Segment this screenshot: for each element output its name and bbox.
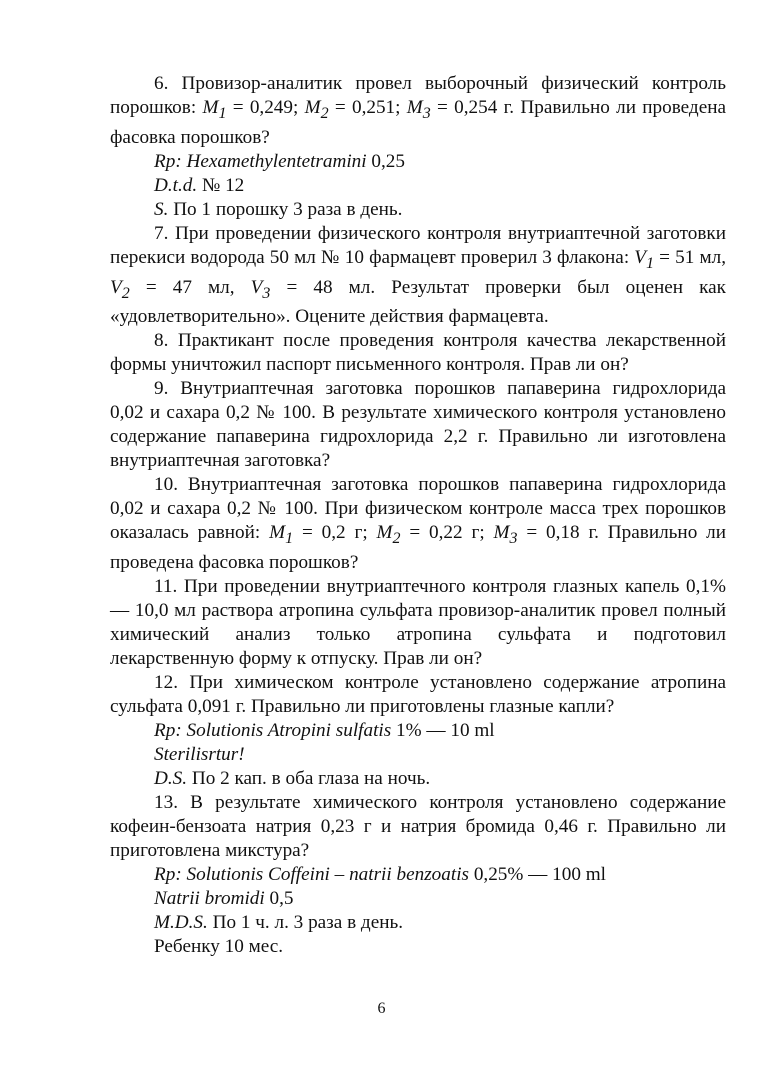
problem-13-text: 13. В результате химического контроля установлено содержание кофеин-бензоата натрия 0,23 г и натрия бромида 0,46 г. Правильно ли приготовлена микстура? bbox=[110, 792, 726, 862]
problem-12-rx-line-2: Sterilisrtur! bbox=[154, 744, 245, 766]
problem-13-rx-line-2: Natrii bromidi 0,5 bbox=[154, 888, 294, 910]
page-content bbox=[110, 72, 726, 959]
problem-6-rx-line-3: S. По 1 порошку 3 раза в день. bbox=[154, 198, 403, 220]
problem-7-text: 7. При проведении физического контроля внутриаптечной заготовки перекиси водорода 50 мл № 10 фармацевт проверил 3 флакона: $V_1 = 51$ мл, $V_2 = 47$ мл, $V_3 = 48$ мл. Результат проверки был оценен как «удовлетворительно». Оцените действия фармацевта. bbox=[110, 222, 726, 328]
problem-6-rx-line-2: D.t.d. № 12 bbox=[154, 174, 245, 196]
problem-12-rx-line-3: D.S. По 2 кап. в оба глаза на ночь. bbox=[154, 768, 431, 790]
page-number: 6 bbox=[377, 1000, 386, 1017]
problem-13-rx-line-4: Ребенку 10 мес. bbox=[154, 936, 284, 958]
problem-13-rx-line-1: Rp: Solutionis Coffeini – natrii benzoatis 0,25% — 100 ml bbox=[154, 864, 606, 886]
problem-10-text: 10. Внутриаптечная заготовка порошков папаверина гидрохлорида 0,02 и сахара 0,2 № 100. При физическом контроле масса трех порошков оказалась равной: $M_1 = 0,2$ г; $M_2 = 0,22$ г; $M_3 = 0,18$ г. Правильно ли проведена фасовка порошков? bbox=[110, 474, 726, 574]
problem-12-rx-line-1: Rp: Solutionis Atropini sulfatis 1% — 10 ml bbox=[154, 720, 495, 742]
problem-13-rx-line-3: M.D.S. По 1 ч. л. 3 раза в день. bbox=[154, 912, 404, 934]
problem-8-text: 8. Практикант после проведения контроля качества лекарственной формы уничтожил паспорт письменного контроля. Прав ли он? bbox=[110, 330, 726, 376]
problem-12-text: 12. При химическом контроле установлено содержание атропина сульфата 0,091 г. Правильно ли приготовлены глазные капли? bbox=[110, 672, 726, 718]
problem-6-text: 6. Провизор-аналитик провел выборочный физический контроль порошков: $M_1 = 0,249$; $M_2 = 0,251$; $M_3 = 0,254$ г. Правильно ли проведена фасовка порошков? bbox=[110, 73, 726, 148]
problem-6-rx-line-1: Rp: Hexamethylentetramini 0,25 bbox=[154, 150, 405, 172]
problem-11-text: 11. При проведении внутриаптечного контроля глазных капель 0,1% — 10,0 мл раствора атропина сульфата провизор-аналитик провел полный химический анализ только атропина сульфата и подготовил лекарственную форму к отпуску. Прав ли он? bbox=[110, 576, 726, 670]
problem-9-text: 9. Внутриаптечная заготовка порошков папаверина гидрохлорида 0,02 и сахара 0,2 № 100. В результате химического контроля установлено содержание папаверина гидрохлорида 2,2 г. Правильно ли изготовлена внутриаптечная заготовка? bbox=[110, 378, 726, 472]
